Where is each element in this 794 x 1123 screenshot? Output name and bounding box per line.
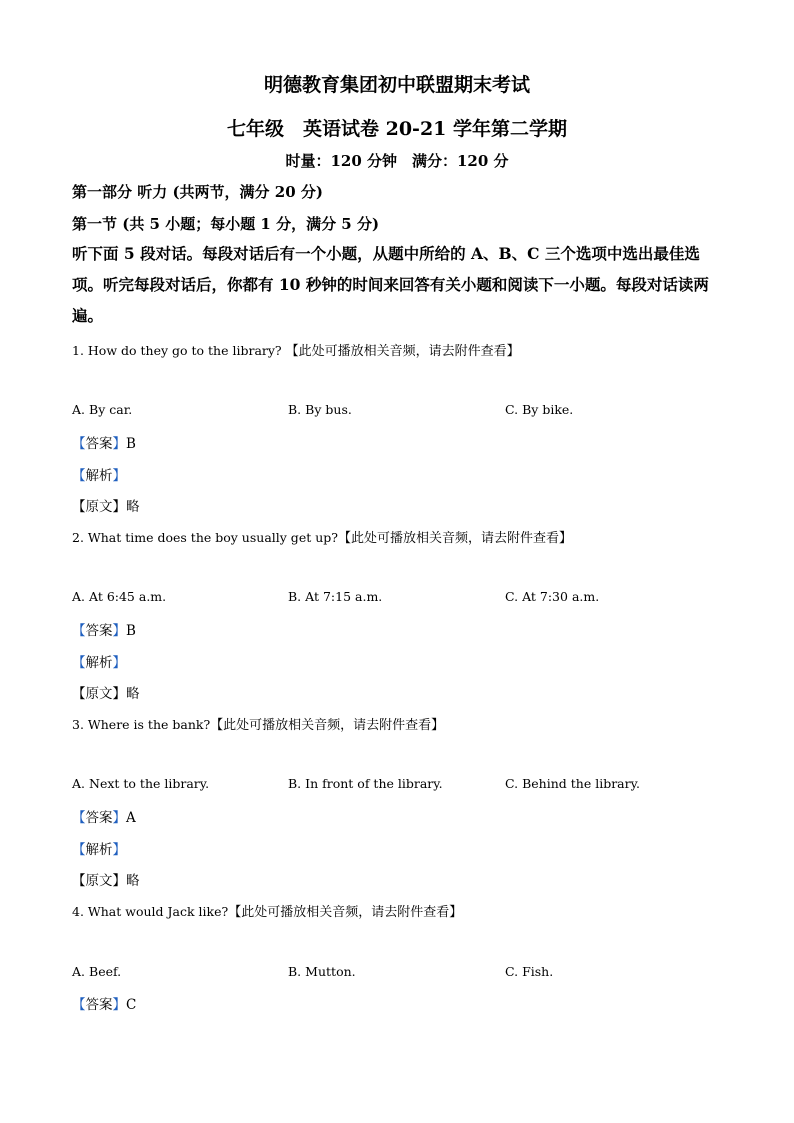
question-2-option-a: A. At 6:45 a.m.	[72, 589, 167, 604]
question-3-option-b: B. In front of the library.	[288, 776, 443, 791]
audio-tag: 【此处可播放相关音频，请去附件查看】	[228, 905, 463, 920]
question-3-option-a: A. Next to the library.	[72, 776, 210, 791]
question-4-answer: 【答案】C	[72, 997, 137, 1013]
question-2-option-b: B. At 7:15 a.m.	[288, 589, 383, 604]
question-1-option-a: A. By car.	[72, 402, 133, 417]
exam-time-info: 时量：120 分钟 满分：120 分	[285, 152, 509, 170]
question-3	[72, 714, 444, 733]
audio-tag: 【此处可播放相关音频，请去附件查看】	[210, 718, 445, 733]
question-4-option-c: C. Fish.	[505, 964, 554, 979]
question-3-answer: 【答案】A	[72, 810, 136, 826]
question-2-option-c: C. At 7:30 a.m.	[505, 589, 600, 604]
question-1-analysis: 【解析】	[72, 468, 126, 484]
question-4	[72, 901, 462, 920]
question-1	[72, 340, 520, 359]
audio-tag: 【此处可播放相关音频，请去附件查看】	[285, 344, 520, 359]
question-3-analysis: 【解析】	[72, 842, 126, 858]
question-3-option-c: C. Behind the library.	[505, 776, 640, 791]
audio-tag: 【此处可播放相关音频，请去附件查看】	[337, 531, 572, 546]
question-1-answer: 【答案】B	[72, 436, 136, 452]
exam-subtitle: 七年级 英语试卷 20-21 学年第二学期	[227, 118, 567, 140]
exam-title: 明德教育集团初中联盟期末考试	[263, 74, 530, 96]
question-1-original: 【原文】略	[72, 499, 140, 515]
question-2-analysis: 【解析】	[72, 655, 126, 671]
question-2	[72, 527, 572, 546]
question-text: 1. How do they go to the library?	[72, 343, 286, 358]
part-heading: 第一部分 听力 (共两节，满分 20 分)	[72, 183, 323, 201]
subsection-heading: 第一节 (共 5 小题；每小题 1 分，满分 5 分)	[72, 215, 380, 233]
question-text: 4. What would Jack like?	[72, 904, 229, 919]
question-1-option-c: C. By bike.	[505, 402, 574, 417]
question-text: 3. Where is the bank?	[72, 717, 211, 732]
instructions: 听下面 5 段对话。每段对话后有一个小题，从题中所给的 A、B、C 三个选项中选出最佳选项。听完每段对话后，你都有 10 秒钟的时间来回答有关小题和阅读下一小题。每段对话读两遍。	[72, 244, 709, 325]
question-4-option-b: B. Mutton.	[288, 964, 356, 979]
question-3-original: 【原文】略	[72, 873, 140, 889]
question-text: 2. What time does the boy usually get up?	[72, 530, 338, 545]
question-2-original: 【原文】略	[72, 686, 140, 702]
question-2-answer: 【答案】B	[72, 623, 136, 639]
question-4-option-a: A. Beef.	[72, 964, 122, 979]
question-1-option-b: B. By bus.	[288, 402, 352, 417]
